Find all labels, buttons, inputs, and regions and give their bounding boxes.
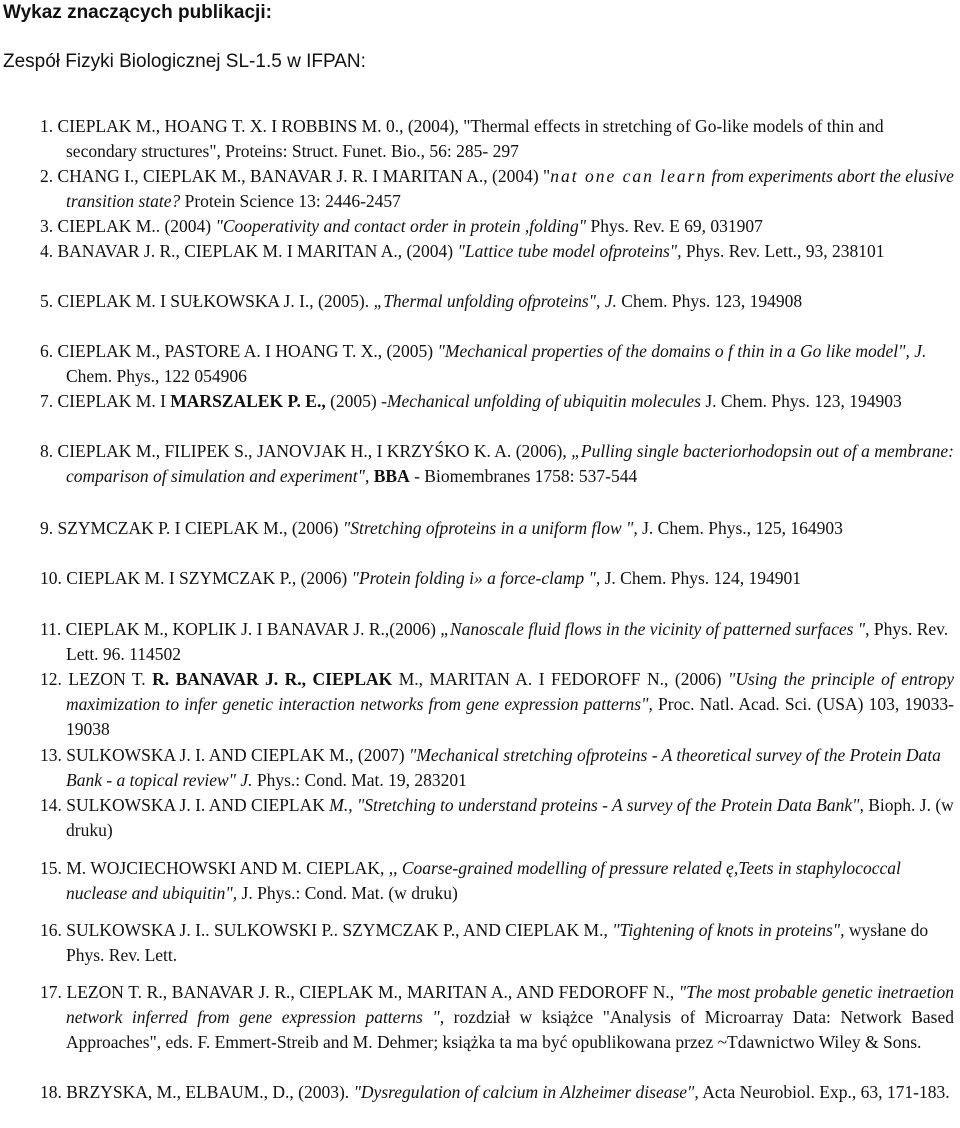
publication-number: 8.: [40, 441, 54, 461]
citation-text: "Stretching ofproteins in a uniform flow ",: [342, 518, 638, 538]
citation-text: "Lattice tube model ofproteins",: [457, 241, 682, 261]
publication-item: [40, 856, 954, 906]
citation-text: (2005) -: [325, 391, 387, 411]
citation-text: Phys. Rev. E 69, 031907: [586, 216, 763, 236]
publication-number: 12.: [40, 669, 62, 689]
publication-number: 1.: [40, 116, 54, 136]
publication-number: 18.: [40, 1082, 62, 1102]
citation-text: Phys. Rev. Lett., 93, 238101: [681, 241, 885, 261]
citation-text: rozdział w książce "Analysis of Microarray Data: Network Based Approaches", eds. F. Emmert-Streib and M. Dehmer; książka ta ma być opublikowana przez ~Tdawnictwo Wiley & Sons.: [66, 1007, 954, 1052]
citation-text: LEZON T. R., BANAVAR J. R., CIEPLAK M., MARITAN A., AND FEDOROFF N.,: [66, 982, 679, 1002]
citation-text: BRZYSKA, M., ELBAUM., D., (2003).: [66, 1082, 354, 1102]
citation-text: J. Chem. Phys., 125, 164903: [637, 518, 843, 538]
citation-text: wysłane do Phys. Rev. Lett.: [66, 920, 929, 965]
citation-text: Mechanical unfolding of ubiquitin molecules: [386, 391, 701, 411]
citation-text: ,, Coarse-grained modelling of pressure related ę,Teets in staphylococcal nuclease and ubiquitin",: [66, 858, 901, 903]
publication-item: [40, 389, 954, 414]
citation-text: CIEPLAK M. I: [57, 391, 171, 411]
publication-number: 15.: [40, 858, 62, 878]
citation-text: "Dysregulation of calcium in Alzheimer disease",: [353, 1082, 699, 1102]
citation-text: CIEPLAK M.. (2004): [57, 216, 216, 236]
citation-text: LEZON T.: [68, 669, 153, 689]
citation-text: „Nanoscale fluid flows in the vicinity of patterned surfaces ",: [440, 619, 870, 639]
citation-text: "Stretching to understand proteins - A survey of the Protein Data Bank",: [356, 795, 864, 815]
citation-text: CIEPLAK M. I SZYMCZAK P., (2006): [66, 568, 352, 588]
citation-text: Protein Science 13: 2446-2457: [180, 191, 401, 211]
publication-item: [40, 743, 954, 793]
citation-text: R. BANAVAR J. R., CIEPLAK: [152, 669, 393, 689]
citation-text: Bioph. J. (w druku): [66, 795, 954, 840]
citation-text: M. WOJCIECHOWSKI AND M. CIEPLAK,: [66, 858, 389, 878]
citation-text: BBA: [373, 466, 410, 486]
publication-item: [40, 439, 954, 489]
citation-text: J. Chem. Phys. 124, 194901: [600, 568, 802, 588]
publication-item: [40, 980, 954, 1055]
publication-number: 3.: [40, 216, 54, 236]
citation-text: CIEPLAK M. I SUŁKOWSKA J. I., (2005).: [57, 291, 374, 311]
publication-item: [40, 617, 954, 667]
publication-number: 2.: [40, 166, 54, 186]
citation-text: MARSZALEK P. E.,: [170, 391, 326, 411]
publication-item: [40, 667, 954, 742]
citation-text: SZYMCZAK P. I CIEPLAK M., (2006): [57, 518, 343, 538]
citation-text: SULKOWSKA J. I.. SULKOWSKI P.. SZYMCZAK P., AND CIEPLAK M.,: [66, 920, 613, 940]
publication-number: 16.: [40, 920, 62, 940]
page-title: Wykaz znaczących publikacji:: [3, 2, 272, 23]
team-subtitle: Zespół Fizyki Biologicznej SL-1.5 w IFPAN:: [3, 51, 366, 72]
citation-text: nat one can learn: [550, 166, 708, 186]
publication-item: [40, 289, 954, 314]
publication-item: [40, 918, 954, 968]
publication-item: [40, 114, 954, 164]
citation-text: Proc. Natl. Acad. Sci. (USA) 103, 19033-19038: [66, 694, 954, 739]
publication-item: [40, 214, 954, 239]
citation-text: M.,: [329, 795, 353, 815]
publication-number: 11.: [40, 619, 62, 639]
citation-text: CIEPLAK M., KOPLIK J. I BANAVAR J. R.,(2006): [65, 619, 441, 639]
citation-text: Acta Neurobiol. Exp., 63, 171-183.: [698, 1082, 950, 1102]
citation-text: Chem. Phys., 122 054906: [66, 366, 247, 386]
publication-item: [40, 1080, 954, 1105]
publication-item: [40, 566, 954, 591]
citation-text: CIEPLAK M., FILIPEK S., JANOVJAK H., I KRZYŚKO K. A. (2006),: [57, 441, 572, 461]
publication-number: 17.: [40, 982, 62, 1002]
citation-text: Chem. Phys. 123, 194908: [616, 291, 803, 311]
publication-number: 9.: [40, 518, 54, 538]
citation-text: SULKOWSKA J. I. AND CIEPLAK: [66, 795, 330, 815]
citation-text: CIEPLAK M., PASTORE A. I HOANG T. X., (2005): [57, 341, 438, 361]
citation-text: "The most probable genetic inetraetion network inferred from gene expression patterns ",: [66, 982, 954, 1027]
citation-text: - Biomembranes 1758: 537-544: [409, 466, 638, 486]
citation-text: CIEPLAK M., HOANG T. X. I ROBBINS M. 0., (2004), "Thermal effects in stretching of Go-like models of thin and secondary structures", Proteins: Struct. Funet. Bio., 56: 285- 297: [57, 116, 884, 161]
citation-text: SULKOWSKA J. I. AND CIEPLAK M., (2007): [66, 745, 409, 765]
citation-text: CHANG I., CIEPLAK M., BANAVAR J. R. I MARITAN A., (2004) ": [57, 166, 551, 186]
citation-text: "Mechanical properties of the domains o f thin in a Go like model", J.: [437, 341, 927, 361]
publication-number: 7.: [40, 391, 54, 411]
citation-text: "Using the principle of entropy maximization to infer genetic interaction networks from gene expression patterns",: [66, 669, 955, 714]
citation-text: J. Chem. Phys. 123, 194903: [700, 391, 902, 411]
citation-text: "Mechanical stretching ofproteins - A theoretical survey of the Protein Data Bank - a topical review" J.: [66, 745, 941, 790]
citation-text: Phys.: Cond. Mat. 19, 283201: [252, 770, 467, 790]
publication-item: [40, 793, 954, 843]
citation-text: „Thermal unfolding ofproteins", J.: [373, 291, 617, 311]
citation-text: BANAVAR J. R., CIEPLAK M. I MARITAN A., (2004): [57, 241, 458, 261]
citation-text: M., MARITAN A. I FEDOROFF N., (2006): [392, 669, 728, 689]
citation-text: J. Phys.: Cond. Mat. (w druku): [237, 883, 458, 903]
publication-number: 13.: [40, 745, 62, 765]
publication-item: [40, 339, 954, 389]
publication-number: 10.: [40, 568, 62, 588]
citation-text: "Tightening of knots in proteins",: [612, 920, 845, 940]
publication-item: [40, 239, 954, 264]
citation-text: from experiments abort the elusive transition state?: [66, 166, 954, 211]
publication-item: [40, 164, 954, 214]
citation-text: Phys. Rev. Lett. 96. 114502: [66, 619, 949, 664]
publication-number: 6.: [40, 341, 54, 361]
publication-number: 5.: [40, 291, 54, 311]
publication-number: 4.: [40, 241, 54, 261]
citation-text: „Pulling single bacteriorhodopsin out of a membrane: comparison of simulation and experiment",: [66, 441, 954, 486]
citation-text: "Cooperativity and contact order in protein ,folding": [215, 216, 587, 236]
citation-text: "Protein folding i» a force-clamp ",: [351, 568, 601, 588]
publication-number: 14.: [40, 795, 62, 815]
publication-item: [40, 516, 954, 541]
